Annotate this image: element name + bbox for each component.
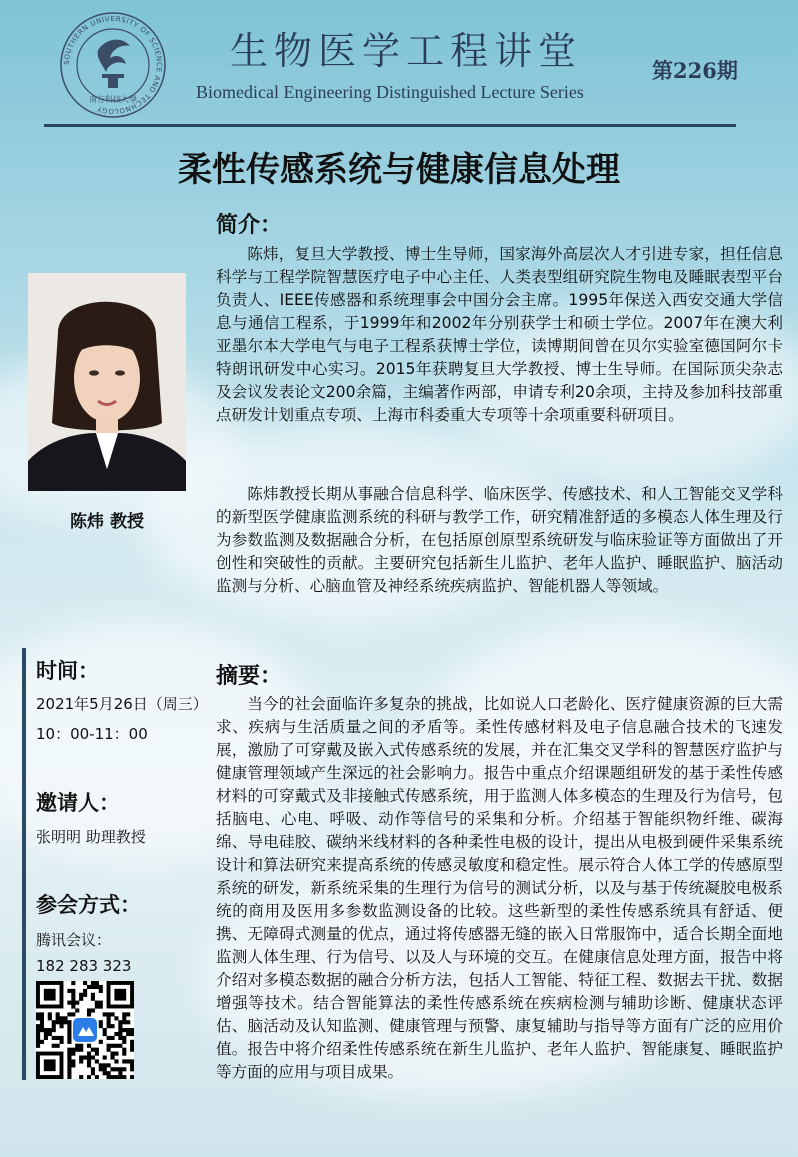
lecture-title: 柔性传感系统与健康信息处理 [178, 150, 620, 190]
speaker-photo [28, 273, 186, 491]
lecture-time: 10：00-11：00 [36, 725, 148, 743]
inviter-name: 张明明 助理教授 [36, 828, 146, 846]
sidebar-accent-bar [22, 648, 26, 1080]
logo-ring-text: SOUTHERN UNIVERSITY OF SCIENCE AND TECHNOLOGY [62, 14, 164, 116]
meeting-platform: 腾讯会议： [36, 931, 112, 949]
logo-motto: 南方科技大學 [89, 95, 137, 104]
lecture-date: 2021年5月26日（周三） [36, 695, 208, 713]
meeting-id[interactable]: 182 283 323 [36, 957, 132, 975]
series-subtitle: Biomedical Engineering Distinguished Lecture Series [196, 82, 584, 102]
speaker-name: 陈炜 教授 [70, 512, 144, 532]
abstract-text: 当今的社会面临许多复杂的挑战，比如说人口老龄化、医疗健康资源的巨大需求、疾病与生活质量之间的矛盾等。柔性传感材料及电子信息融合技术的飞速发展，激励了可穿戴及嵌入式传感系统的发展，并在汇集交叉学科的智慧医疗监护与健康管理领域产生深远的社会影响力。报告中重点介绍课题组研发的基于柔性传感材料的可穿戴式及非接触式传感系统，用于监测人体多模态的生理及行为信号，包括脑电、心电、呼吸、动作等信号的采集和分析。介绍基于智能织物纤维、碳海绵、导电硅胶、碳纳米线材料的各种柔性电极的设计，提出从电极到硬件采集系统设计和算法研究来提高系统的传感灵敏度和稳定性。展示符合人体工学的传感原型系统的研发，新系统采集的生理行为信号的测试分析，以及与基于传统凝胶电极系统的商用及医用多参数监测设备的比较。这些新型的柔性传感系统具有舒适、便携、无障碍式测量的优点，通过将传感器无缝的嵌入日常服饰中，适合长期全面地监测人体生理、行为信号、以及人与环境的交互。在健康信息处理方面，报告中将介绍对多模态数据的融合分析方法，包括人工智能、特征工程、数据去干扰、数据增强等技术。结合智能算法的柔性传感系统在疾病检测与辅助诊断、健康状态评估、脑活动及认知监测、健康管理与预警、康复辅助与指导等方面有广泛的应用价值。报告中将介绍柔性传感系统在新生儿监护、老年人监护、智能康复、睡眠监护等方面的应用与项目成果。 [216, 695, 783, 1081]
series-title: 生物医学工程讲堂 [230, 29, 583, 73]
issue-number: 第226期 [652, 58, 738, 83]
intro-paragraph-1: 陈炜，复旦大学教授、博士生导师，国家海外高层次人才引进专家，担任信息科学与工程学院智慧医疗电子中心主任、人类表型组研究院生物电及睡眠表型平台负责人、IEEE传感器和系统理事会中国分会主席。1995年保送入西安交通大学信息与通信工程系，于1999年和2002年分别获学士和硕士学位。2007年在澳大利亚墨尔本大学电气与电子工程系获博士学位，读博期间曾在贝尔实验室德国阿尔卡特朗讯研发中心实习。2015年获聘复旦大学教授、博士生导师。在国际顶尖杂志及会议发表论文200余篇，主编著作两部，申请专利20余项，主持及参加科技部重点研发计划重点专项、上海市科委重大专项等十余项重要科研项目。 [216, 245, 783, 424]
inviter-heading: 邀请人： [36, 791, 120, 815]
intro-paragraph-2: 陈炜教授长期从事融合信息科学、临床医学、传感技术、和人工智能交叉学科的新型医学健康监测系统的科研与教学工作，研究精准舒适的多模态人体生理及行为参数监测及数据融合分析，在包括原创原型系统研发与临床验证等方面做出了开创性和突破性的贡献。主要研究包括新生儿监护、老年人监护、睡眠监护、脑活动监测与分析、心脑血管及神经系统疾病监护、智能机器人等领域。 [216, 485, 783, 595]
intro-heading: 简介： [216, 213, 283, 238]
join-heading: 参会方式： [36, 893, 141, 917]
abstract-heading: 摘要： [216, 664, 283, 689]
time-heading: 时间： [36, 659, 99, 683]
header-divider [44, 124, 736, 127]
qr-code[interactable] [36, 981, 134, 1079]
university-logo [58, 10, 168, 120]
